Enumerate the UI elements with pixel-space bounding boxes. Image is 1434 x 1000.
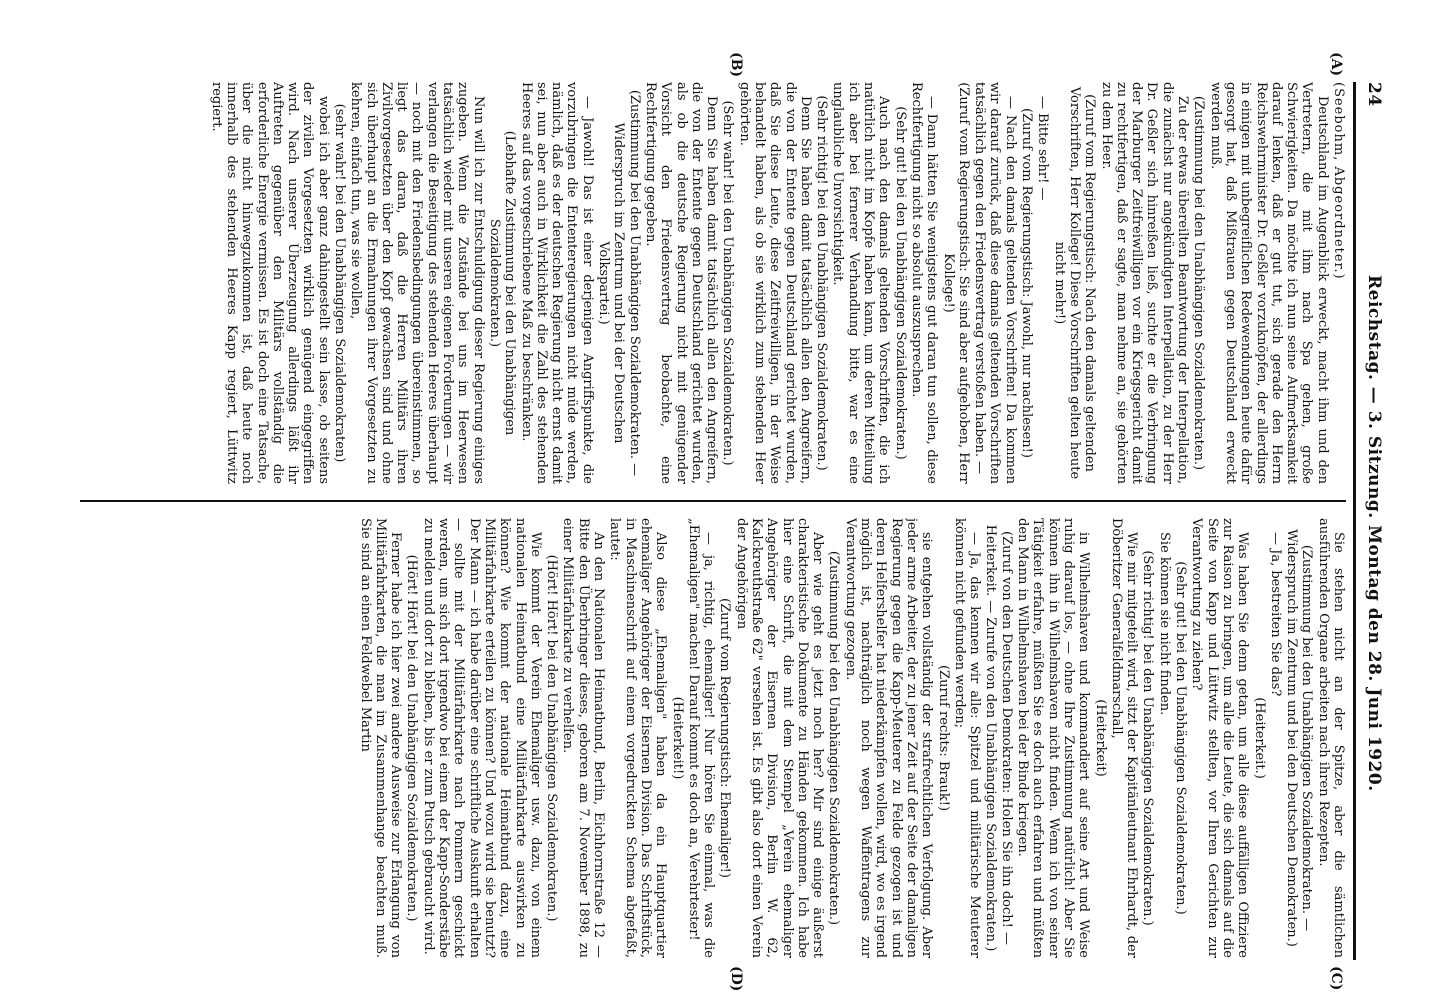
interjection: (Zuruf vom Regierungstisch: Sie sind aber aufgehoben, Herr Kollege!): [940, 82, 971, 484]
speaker-label: (Seebohm, Abgeordneter.): [1331, 82, 1346, 280]
margin-letter-c: (C): [1328, 966, 1344, 991]
header-rule: [1353, 82, 1356, 960]
paragraph: Sie stehen nicht an der Spitze, aber die sämtlichen ausführenden Organe arbeiten nach ihren Rezepten.: [1315, 518, 1346, 958]
paragraph: Deutschland im Augenblick erweckt, macht ihm und den Vertretern, die mit ihm nach Spa gehen, große Schwierigkeiten. Da möchte ich nun seine Aufmerksamkeit darauf lenken, daß er gut tut, sich gerade den Herrn Reichswehrminister Dr. Geßler vorzuknöpfen, der allerdings in einigen mit unbegreiflichen Redewendungen heute dafür gesorgt hat, daß Mißtrauen gegen Deutschland erweckt werden muß.: [1207, 82, 1330, 484]
paragraph: — Bitte sehr! —: [1035, 96, 1051, 201]
interjection: (Zuruf von den Deutschen Demokraten: Holen Sie ihn doch! — Heiterkeit. — Zurufe von den Unabhängigen Sozialdemokraten.): [983, 524, 1014, 952]
interjection: (Hört! Hört! bei den Unabhängigen Sozialdemokraten.): [544, 554, 560, 922]
paragraph: Wie kommt der Verein Ehemaliger usw. dazu, von einem nationalen Heimatbund eine Militärfahrkarte auswirken zu können? Wie kommt der nationale Heimatbund dazu, eine Militärfahrkarte erteilen zu können? Und wozu wird sie benutzt? Der Mann — ich habe darüber eine schriftliche Auskunft erhalten — sollte mit der Militärfahrkarte nach Pommern geschickt werden, um sich dort irgendwo bei einem der Kapp-Sonderstäbe zu melden und dort zu bleiben, bis er zum Putsch gebraucht wird.: [420, 518, 543, 958]
interjection: (Zustimmung bei den Unabhängigen Sozialdemokraten.): [1191, 95, 1207, 471]
paragraph: — Nach den damals geltenden Vorschriften! Da kommen wir darauf zurück, daß diese damals geltenden Vorschriften tatsächlich gegen den Friedensvertrag verstoßen haben. —: [972, 82, 1018, 484]
paragraph: Denn Sie haben damit tatsächlich allen den Angreifern, die von der Entente gegen Deutschland gerichtet wurden, daß Sie diese Leute, diese Zeitfreiwilligen, in der Weise behandelt haben, als ob sie wirklich zum stehenden Heer gehörten.: [736, 82, 813, 484]
page-number: 24: [1364, 82, 1384, 107]
paragraph: — Ja, bestreiten Sie das?: [1267, 532, 1283, 697]
paragraph: Denn Sie haben damit tatsächlich allen den Angreifern, die von der Entente gegen Deutschland gerichtet wurden, als ob die deutsche Regierung nicht mit genügender Vorsicht den Friedensvertrag beobachte, eine Rechtfertigung gegeben.: [642, 82, 720, 484]
margin-letter-b: (B): [728, 52, 744, 78]
interjection: (Sehr gut! bei den Unabhängigen Sozialdemokraten.): [1173, 561, 1189, 915]
paragraph: Aber wie geht es jetzt noch her? Mir sind einige äußerst charakteristische Dokumente zu Händen gekommen. Ich habe hier eine Schrift, die mit dem Stempel „Verein ehemaliger Angehöriger der Eisernen Division, Berlin W. 62, Kalckreuthstraße 62" versehen ist. Es gibt also dort einen Verein der Angehörigen: [733, 518, 826, 958]
paragraph: Wie mir mitgeteilt wird, sitzt der Kapitänleutnant Ehrhardt, der Döberitzer Generalfeldmarschall,: [1108, 518, 1140, 958]
page-title: Reichstag. — 3. Sitzung. Montag den 28. Juni 1920.: [1364, 275, 1384, 792]
paragraph: sie entgehen vollständig der strafrechtlichen Verfolgung. Aber jeder arme Arbeiter, der zu jener Zeit auf der Seite der damaligen Regierung gegen die Kapp-Meuterer zu Felde gezogen ist und deren Helfershelfer hat niederkämpfen wollen, wird, wo es irgend möglich ist, nachträglich noch wegen Waffentragens zur Verantwortung gezogen.: [842, 518, 935, 958]
paragraph: wobei ich aber ganz dahingestellt sein lasse, ob seitens der zivilen Vorgesetzten wirklich genügend eingegriffen wird. Nach unserer Überzeugung allerdings läßt ihr Auftreten gegenüber den Militärs vollständig die erforderliche Energie vermissen. Es ist doch eine Tatsache, über die nicht hinwegzukommen ist, daß heute noch innerhalb des stehenden Heeres Kapp regiert, Lüttwitz regiert.: [208, 82, 331, 484]
paragraph: Was haben Sie denn getan, um alle diese auffälligen Offiziere zur Raison zu bringen, um alle die Leute, die sich damals auf die Seite von Kapp und Lüttwitz stellten, vor Ihren Gerichten zur Verantwortung zu ziehen?: [1189, 518, 1251, 958]
margin-letter-d: (D): [728, 966, 744, 992]
interjection: (Heiterkeit.): [1251, 697, 1267, 779]
interjection: (Zustimmung bei den Unabhängigen Sozialdemokraten.): [826, 550, 842, 926]
right-column: [80, 518, 1346, 958]
paragraph: Nun will ich zur Entschuldigung dieser Regierung einiges zugeben. Wenn die Zustände bei uns im Heerwesen tatsächlich wieder mit unseren eigenen Forderungen — wir verlangen die Beseitigung des stehenden Heeres überhaupt — noch mit den Friedensbedingungen übereinstimmen, so liegt das daran, daß die Herren Militärs ihren Zivilvorgesetzten über den Kopf gewachsen sind und ohne sich überhaupt an die Ermahnungen ihrer Vorgesetzten zu kehren, einfach tun, was sie wollen,: [348, 82, 486, 484]
interjection: (Sehr richtig! bei den Unabhängigen Sozialdemokraten.): [1140, 550, 1156, 926]
interjection: (Heiterkeit): [1092, 699, 1108, 777]
paragraph: — Dann hätten Sie wenigstens gut daran tun sollen, diese Rechtfertigung nicht so absolut auszusprechen.: [908, 82, 940, 484]
column-divider: [80, 500, 1346, 502]
paragraph: Auch nach den damals geltenden Vorschriften, die ich natürlich nicht im Kopfe haben kann, um deren Mitteilung ich aber bei fernerer Verhandlung bitte, war es eine unglaubliche Unvorsichtigkeit.: [830, 82, 892, 484]
interjection: (Sehr richtig! bei den Unabhängigen Sozialdemokraten.): [814, 95, 830, 471]
interjection: (Hört! Hört! bei den Unabhängigen Sozialdemokraten.): [404, 554, 420, 922]
page-header: [1360, 82, 1388, 960]
interjection: (Zuruf vom Regierungstisch: Ehemaliger!): [717, 598, 733, 878]
paragraph: Sie können sie nicht finden.: [1156, 532, 1172, 716]
paragraph: Also diese „Ehemaligen" haben da ein Hauptquartier ehemaliger Angehöriger der Eisernen Division. Das Schriftstück, in Maschinenschrift auf einem vorgedruckten Schema abgefaßt, lautet:: [607, 518, 669, 958]
quoted-document: An den Nationalen Heimatbund, Berlin, Eichhornstraße 12 — Bitte den Überbringer dieses, geboren am 7. November 1898, zu einer Militärfahrkarte zu verhelfen.: [560, 518, 607, 958]
paragraph: — Ja, das kennen wir alle: Spitzel und militärische Meuterer können nicht gefunden werden;: [951, 518, 983, 958]
left-column: [80, 82, 1346, 484]
interjection: (Lebhafte Zustimmung bei den Unabhängigen Sozialdemokraten.): [486, 130, 518, 436]
interjection: (Zuruf rechts: Brauk!): [935, 664, 951, 812]
interjection: (Sehr wahr! bei den Unabhängigen Sozialdemokraten.): [720, 100, 736, 466]
interjection: (Zustimmung bei den Unabhängigen Sozialdemokraten. — Widerspruch im Zentrum und bei der Deutschen Volkspartei.): [596, 89, 642, 477]
interjection: (Heiterkeit!): [669, 696, 685, 780]
margin-letter-a: (A): [1328, 52, 1344, 77]
interjection: (Zustimmung bei den Unabhängigen Sozialdemokraten. — Widerspruch im Zentrum und bei den Deutschen Demokraten.): [1284, 529, 1315, 947]
interjection: (sehr wahr! bei den Unabhängigen Sozialdemokraten): [332, 103, 347, 463]
paragraph: — ja, richtig, ehemaliger! Nur hören Sie einmal, was die „Ehemaligen" machen! Darauf kommt es doch an, Verehrtester!: [685, 518, 717, 958]
interjection: (Sehr gut! bei den Unabhängigen Sozialdemokraten.): [892, 106, 908, 460]
interjection: (Zuruf vom Regierungstisch: Jawohl, nur nachlesen!): [1019, 108, 1035, 458]
paragraph: Zu der etwas übereilten Beantwortung der Interpellation, die zunächst nur angekündigten Interpellation, zu der Herr Dr. Geßler sich hinreißen ließ, suchte er die Verbringung der Marburger Zeitfreiwilligen vor ein Kriegsgericht damit zu rechtfertigen, daß er sagte, man nehme an, sie gehörten zu dem Heer.: [1098, 82, 1191, 484]
paragraph: — Jawohl! Das ist einer derjenigen Angriffspunkte, die vorzubringen die Ententeregierungen nicht müde werden, nämlich, daß es der deutschen Regierung nicht ernst damit sei, nun aber auch in Wirklichkeit die Zahl des stehenden Heeres auf das vorgeschriebene Maß zu beschränken.: [518, 82, 595, 484]
interjection: (Zuruf vom Regierungstisch: Nach den damals geltenden Vorschriften, Herr Kollege! Diese Vorschriften gelten heute nicht mehr!): [1051, 86, 1098, 480]
paragraph: in Wilhelmshaven und kommandiert auf seine Art und Weise ruhig darauf los, — ohne Ihre Zustimmung natürlich! Aber Sie können ihn in Wilhelmshaven nicht finden. Wenn ich von seiner Tätigkeit erfahre, müßten Sie es doch auch erfahren und müßten den Mann in Wilhelmshaven bei der Binde kriegen.: [1015, 518, 1092, 958]
paragraph: Ferner habe ich hier zwei andere Ausweise zur Erlangung von Militärfahrkarten, die man im Zusammenhange beachten muß. Sie sind an einen Feldwebel Martin: [357, 518, 404, 958]
